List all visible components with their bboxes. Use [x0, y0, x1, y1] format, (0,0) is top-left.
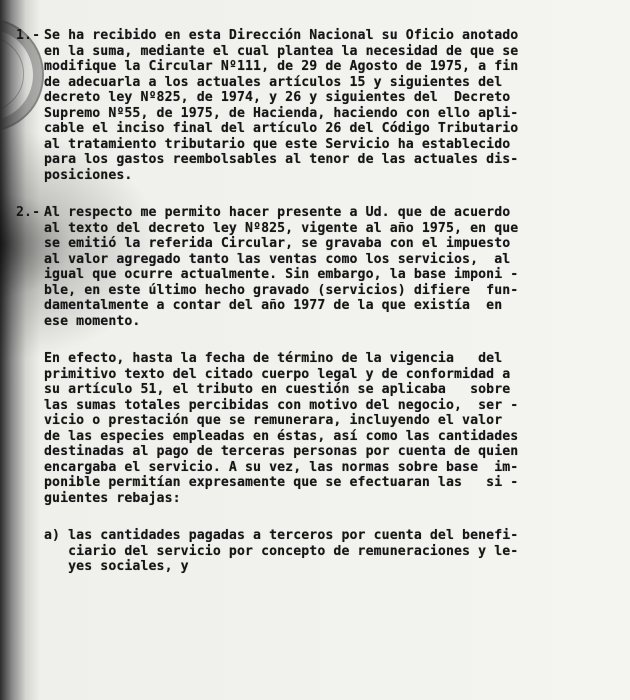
- text-line: en la suma, mediante el cual plantea la necesidad de que se: [44, 43, 519, 59]
- paragraph-number: 1.-: [16, 28, 41, 43]
- text-line: destinadas al pago de terceras personas por cuenta de quien: [44, 444, 519, 459]
- text-line: En efecto, hasta la fecha de término de la vigencia del: [44, 351, 503, 366]
- text-line: igual que ocurre actualmente. Sin embargo, la base imponi -: [44, 267, 519, 282]
- text-line: primitivo texto del citado cuerpo legal y de conformidad a: [44, 366, 511, 382]
- text-line: ciario del servicio por concepto de remuneraciones y le-: [44, 543, 519, 559]
- text-line: modifique la Circular Nº111, de 29 de Agosto de 1975, a fin: [44, 59, 519, 74]
- text-line: se emitió la referida Circular, se gravaba con el impuesto: [44, 236, 511, 251]
- text-line: al valor agregado tanto las ventas como los servicios, al: [44, 251, 511, 267]
- text-line: damentalmente a contar del año 1977 de la que existía en: [44, 298, 503, 313]
- text-line: para los gastos reembolsables al tenor de las actuales dis-: [44, 152, 519, 167]
- text-line: guientes rebajas:: [44, 490, 181, 506]
- paragraph-3: [44, 351, 614, 506]
- paragraph-2: [16, 205, 614, 329]
- text-line: su artículo 51, el tributo en cuestión se aplicaba sobre: [44, 382, 511, 397]
- text-line: posiciones.: [44, 167, 133, 183]
- text-line: vicio o prestación que se remunerara, incluyendo el valor: [44, 413, 503, 428]
- text-line: Supremo Nº55, de 1975, de Hacienda, haciendo con ello apli-: [44, 105, 519, 121]
- text-line: de las especies empleadas en éstas, así como las cantidades: [44, 428, 519, 444]
- text-line: decreto ley Nº825, de 1974, y 26 y siguientes del Decreto: [44, 90, 511, 105]
- text-line: ble, en este último hecho gravado (servicios) difiere fun-: [44, 282, 519, 298]
- text-line: Al respecto me permito hacer presente a Ud. que de acuerdo: [44, 205, 511, 220]
- text-line: al tratamiento tributario que este Servicio ha establecido: [44, 136, 511, 152]
- list-item-a: [44, 528, 614, 575]
- document-body: [16, 28, 614, 597]
- text-line: de adecuarla a los actuales artículos 15 y siguientes del: [44, 74, 503, 90]
- text-line: a) las cantidades pagadas a terceros por cuenta del benefi-: [44, 528, 519, 543]
- text-line: ponible permitían expresamente que se efectuaran las si -: [44, 475, 519, 490]
- paragraph-number: 2.-: [16, 205, 41, 220]
- text-line: Se ha recibido en esta Dirección Nacional su Oficio anotado: [44, 28, 519, 43]
- text-line: ese momento.: [44, 313, 141, 329]
- text-line: las sumas totales percibidas con motivo del negocio, ser -: [44, 397, 519, 413]
- paragraph-1: [16, 28, 614, 183]
- text-line: cable el inciso final del artículo 26 del Código Tributario: [44, 121, 519, 136]
- text-line: encargaba el servicio. A su vez, las normas sobre base im-: [44, 459, 519, 475]
- text-line: yes sociales, y: [44, 559, 189, 574]
- text-line: al texto del decreto ley Nº825, vigente al año 1975, en que: [44, 220, 519, 236]
